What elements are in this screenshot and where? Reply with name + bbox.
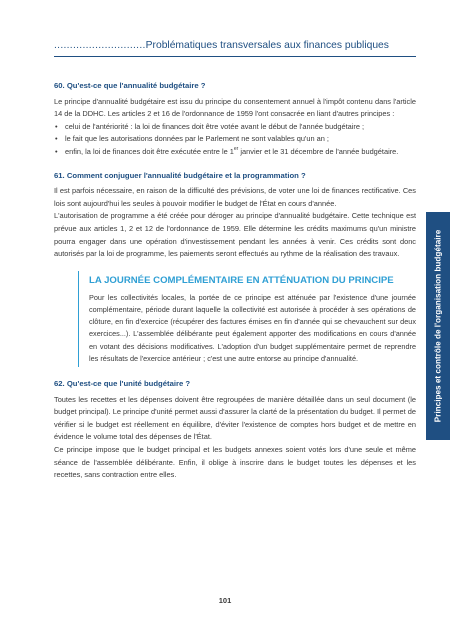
page-content [54,80,416,482]
list-item-text: enfin, la loi de finances doit être exécutée entre le 1 [65,146,234,156]
superscript: er [233,145,239,152]
running-header [54,40,416,51]
paragraph: Le principe d'annualité budgétaire est issu du principe du consentement annuel à l'impôt contenu dans l'article 14 de la DDHC. Les articles 2 et 16 de l'ordonnance de 1959 l'ont consacrée en liant d'autres principes : [54,96,416,119]
paragraph: Il est parfois nécessaire, en raison de la difficulté des prévisions, de voter une loi de finances rectificative. Ces lois sont aujourd'hui les seules à pouvoir modifier le budget de l'État en cours d'année. [54,186,416,208]
list-item: • le fait que les autorisations données par le Parlement ne sont valables qu'un an ; [54,133,416,146]
question-number: 60. [54,81,65,90]
question-number: 62. [54,378,65,388]
paragraph: L'autorisation de programme a été créée pour déroger au principe d'annualité budgétaire. Cette technique est prévue aux articles 1, 2 et 12 de l'ordonnance de 1959. Elle détermine les crédits maximums qu'un ministre pourra engager dans une opération d'investissement pendant les années à venir. Ces crédits sont donc autorisés par la loi de programme, les paiements seront effectués au rythme de la réalisation des travaux. [54,211,416,259]
list-item-text: janvier et le 31 décembre de l'année budgétaire. [238,146,399,156]
header-dots: ............................. [54,40,146,51]
page-number: 101 [218,596,232,605]
header-rule [54,56,416,57]
paragraph: Ce principe impose que le budget principal et les budgets annexes soient votés lors d'une seule et même séance de l'assemblée délibérante. Enfin, il oblige à inscrire dans le budget toutes les dépenses et les recettes, sans contraction entre elles. [54,444,416,480]
bullet-list [54,121,416,159]
paragraph: Toutes les recettes et les dépenses doivent être regroupées de manière détaillée dans un seul document (le budget principal). Le principe d'unité permet aussi d'assurer la clarté de la présentation du budget. Il permet de vérifier si le budget est réellement en équilibre, d'éviter l'existence de comptes hors budget et de mettre en évidence le volume total des dépenses de l'État. [54,394,416,442]
question-number: 61. [54,170,65,180]
box-title: LA JOURNÉE COMPLÉMENTAIRE EN ATTÉNUATION DU PRINCIPE [89,274,394,286]
box-text: Pour les collectivités locales, la portée de ce principe est atténuée par l'existence d'une journée complémentaire, période durant laquelle la collectivité est autorisée à procéder à ses opérations de clôture, en fin d'exercice (récupérer des factures émises en fin d'année qui se chevauchent sur deux exercices...). L'assemblée délibérante peut également apporter des modifications en cours d'année en votant des décisions modificatives. L'adoption d'un budget supplémentaire permet de reprendre les résultats de l'exercice antérieur ; c'est une autre entorse au principe d'annualité. [89,292,416,363]
question-title: Comment conjuguer l'annualité budgétaire et la programmation ? [66,170,306,180]
list-item [54,146,416,159]
question-title: Qu'est-ce que l'unité budgétaire ? [66,378,191,388]
question-61-heading [54,170,416,183]
highlight-box [78,271,416,367]
question-title: Qu'est-ce que l'annualité budgétaire ? [66,81,206,90]
question-62-heading [54,378,416,391]
side-tab-label: Principes et contrôle de l'organisation budgétaire [433,229,443,423]
list-item: • celui de l'antériorité : la loi de finances doit être votée avant le début de l'année budgétaire ; [54,121,416,134]
header-title: Problématiques transversales aux finances publiques [145,40,389,51]
question-60-heading [54,80,416,93]
